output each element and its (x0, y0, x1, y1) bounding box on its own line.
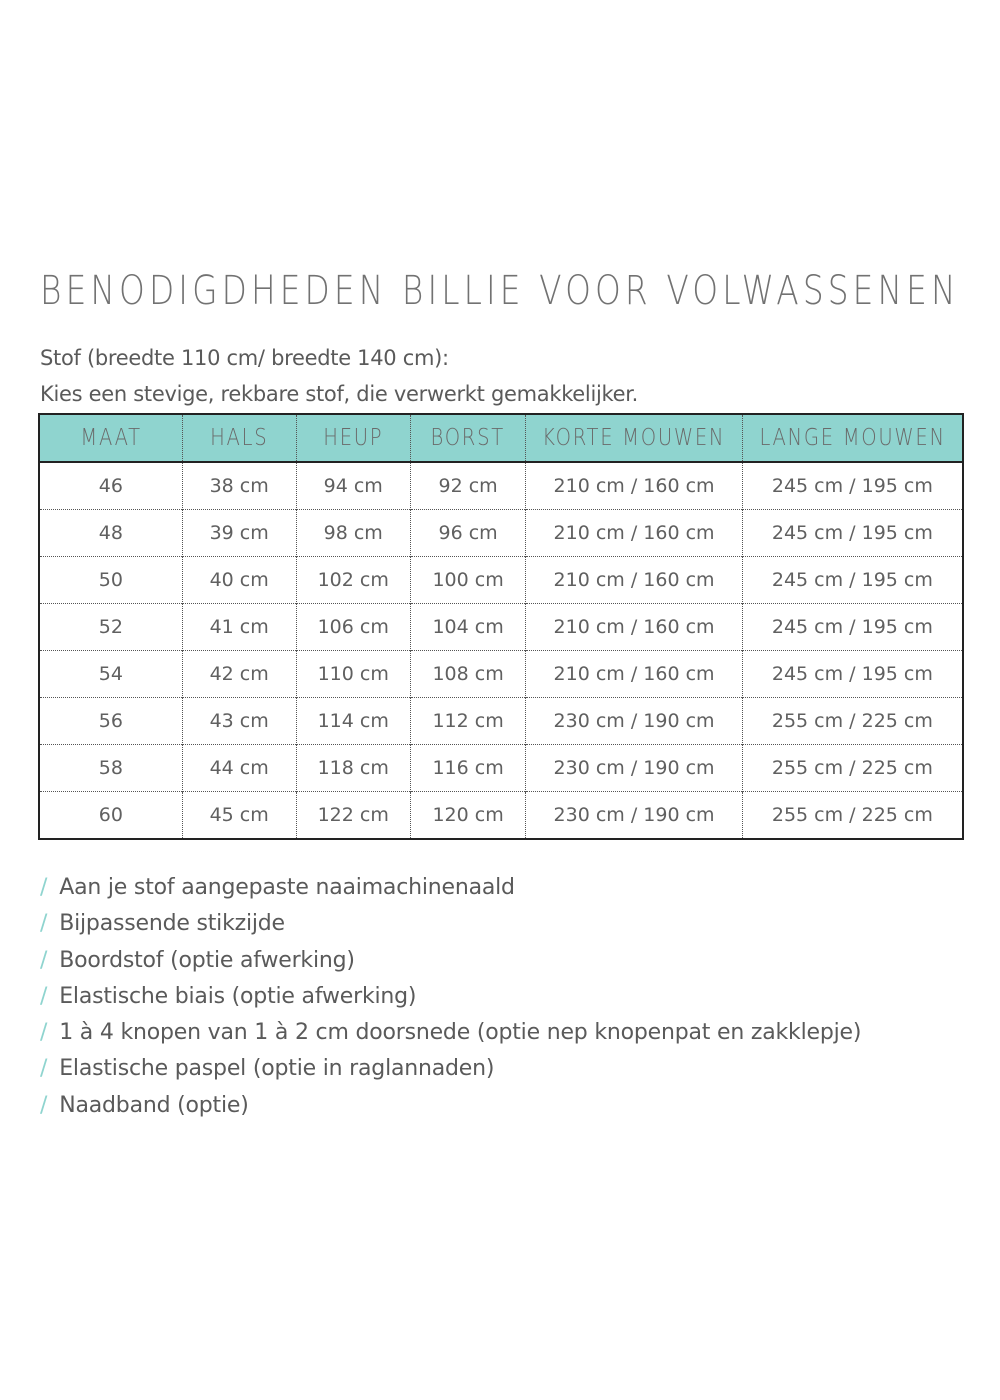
page-title: BENODIGDHEDEN BILLIE VOOR VOLWASSENEN (40, 268, 960, 314)
cell-heup: 94 cm (296, 462, 410, 510)
size-table (38, 413, 964, 840)
cell-borst: 104 cm (410, 604, 526, 651)
cell-borst: 96 cm (410, 510, 526, 557)
bullet-slash: / (40, 1092, 48, 1118)
table-row (39, 698, 963, 745)
list-item (40, 870, 861, 906)
cell-korte-mouwen: 230 cm / 190 cm (526, 792, 742, 840)
cell-hals: 41 cm (182, 604, 296, 651)
cell-maat: 60 (39, 792, 182, 840)
list-item-text: Elastische paspel (optie in raglannaden) (59, 1056, 495, 1082)
header-korte-mouwen: KORTE MOUWEN (526, 414, 742, 462)
cell-borst: 116 cm (410, 745, 526, 792)
cell-maat: 50 (39, 557, 182, 604)
table-row (39, 510, 963, 557)
header-lange-mouwen: LANGE MOUWEN (742, 414, 963, 462)
supplies-list (40, 870, 861, 1124)
bullet-slash: / (40, 983, 48, 1009)
cell-heup: 122 cm (296, 792, 410, 840)
bullet-slash: / (40, 1020, 48, 1046)
cell-heup: 98 cm (296, 510, 410, 557)
cell-lange-mouwen: 245 cm / 195 cm (742, 651, 963, 698)
cell-maat: 52 (39, 604, 182, 651)
header-hals: HALS (182, 414, 296, 462)
cell-lange-mouwen: 245 cm / 195 cm (742, 510, 963, 557)
list-item (40, 1088, 861, 1124)
list-item (40, 943, 861, 979)
cell-maat: 54 (39, 651, 182, 698)
table-row (39, 745, 963, 792)
header-maat: MAAT (39, 414, 182, 462)
cell-hals: 39 cm (182, 510, 296, 557)
list-item-text: Naadband (optie) (59, 1092, 249, 1118)
cell-lange-mouwen: 255 cm / 225 cm (742, 698, 963, 745)
cell-lange-mouwen: 255 cm / 225 cm (742, 745, 963, 792)
cell-borst: 112 cm (410, 698, 526, 745)
list-item-text: Aan je stof aangepaste naaimachinenaald (59, 875, 515, 900)
cell-maat: 46 (98, 475, 123, 497)
header-heup: HEUP (296, 414, 410, 462)
bullet-slash: / (40, 911, 48, 937)
list-item (40, 979, 861, 1015)
cell-hals: 43 cm (182, 698, 296, 745)
cell-maat: 58 (39, 745, 182, 792)
list-item-text: Elastische biais (optie afwerking) (59, 983, 417, 1009)
cell-hals: 45 cm (182, 792, 296, 840)
bullet-slash: / (40, 875, 48, 900)
fabric-width-line: Stof (breedte 110 cm/ breedte 140 cm): (40, 346, 449, 370)
cell-heup: 102 cm (296, 557, 410, 604)
cell-korte-mouwen: 210 cm / 160 cm (526, 651, 742, 698)
cell-hals: 42 cm (182, 651, 296, 698)
table-header-row (39, 414, 963, 462)
cell-lange-mouwen: 245 cm / 195 cm (742, 462, 963, 510)
bullet-slash: / (40, 947, 48, 973)
cell-heup: 110 cm (296, 651, 410, 698)
cell-maat: 56 (39, 698, 182, 745)
intro-text (40, 340, 638, 412)
list-item (40, 906, 861, 942)
cell-hals: 44 cm (182, 745, 296, 792)
bullet-slash: / (40, 1056, 48, 1082)
cell-borst: 108 cm (410, 651, 526, 698)
cell-korte-mouwen: 210 cm / 160 cm (526, 510, 742, 557)
table-row (39, 792, 963, 840)
list-item-text: Bijpassende stikzijde (59, 911, 285, 937)
cell-korte-mouwen: 210 cm / 160 cm (526, 557, 742, 604)
cell-hals: 40 cm (182, 557, 296, 604)
fabric-advice-line: Kies een stevige, rekbare stof, die verwerkt gemakkelijker. (40, 382, 639, 406)
list-item-text: Boordstof (optie afwerking) (59, 947, 355, 973)
cell-korte-mouwen: 230 cm / 190 cm (526, 698, 742, 745)
table-row (39, 651, 963, 698)
header-borst: BORST (410, 414, 526, 462)
table-row (39, 462, 963, 510)
cell-korte-mouwen: 210 cm / 160 cm (526, 462, 742, 510)
list-item (40, 1015, 861, 1051)
cell-heup: 118 cm (296, 745, 410, 792)
list-item (40, 1051, 861, 1087)
cell-hals: 38 cm (182, 462, 296, 510)
cell-borst: 120 cm (410, 792, 526, 840)
table-row (39, 557, 963, 604)
cell-maat: 48 (39, 510, 182, 557)
table-row (39, 604, 963, 651)
cell-lange-mouwen: 255 cm / 225 cm (742, 792, 963, 840)
cell-borst: 100 cm (410, 557, 526, 604)
cell-heup: 106 cm (296, 604, 410, 651)
cell-lange-mouwen: 245 cm / 195 cm (742, 604, 963, 651)
list-item-text: 1 à 4 knopen van 1 à 2 cm doorsnede (optie nep knopenpat en zakklepje) (59, 1020, 862, 1046)
cell-borst: 92 cm (410, 462, 526, 510)
cell-korte-mouwen: 210 cm / 160 cm (526, 604, 742, 651)
cell-heup: 114 cm (296, 698, 410, 745)
cell-lange-mouwen: 245 cm / 195 cm (742, 557, 963, 604)
cell-korte-mouwen: 230 cm / 190 cm (526, 745, 742, 792)
